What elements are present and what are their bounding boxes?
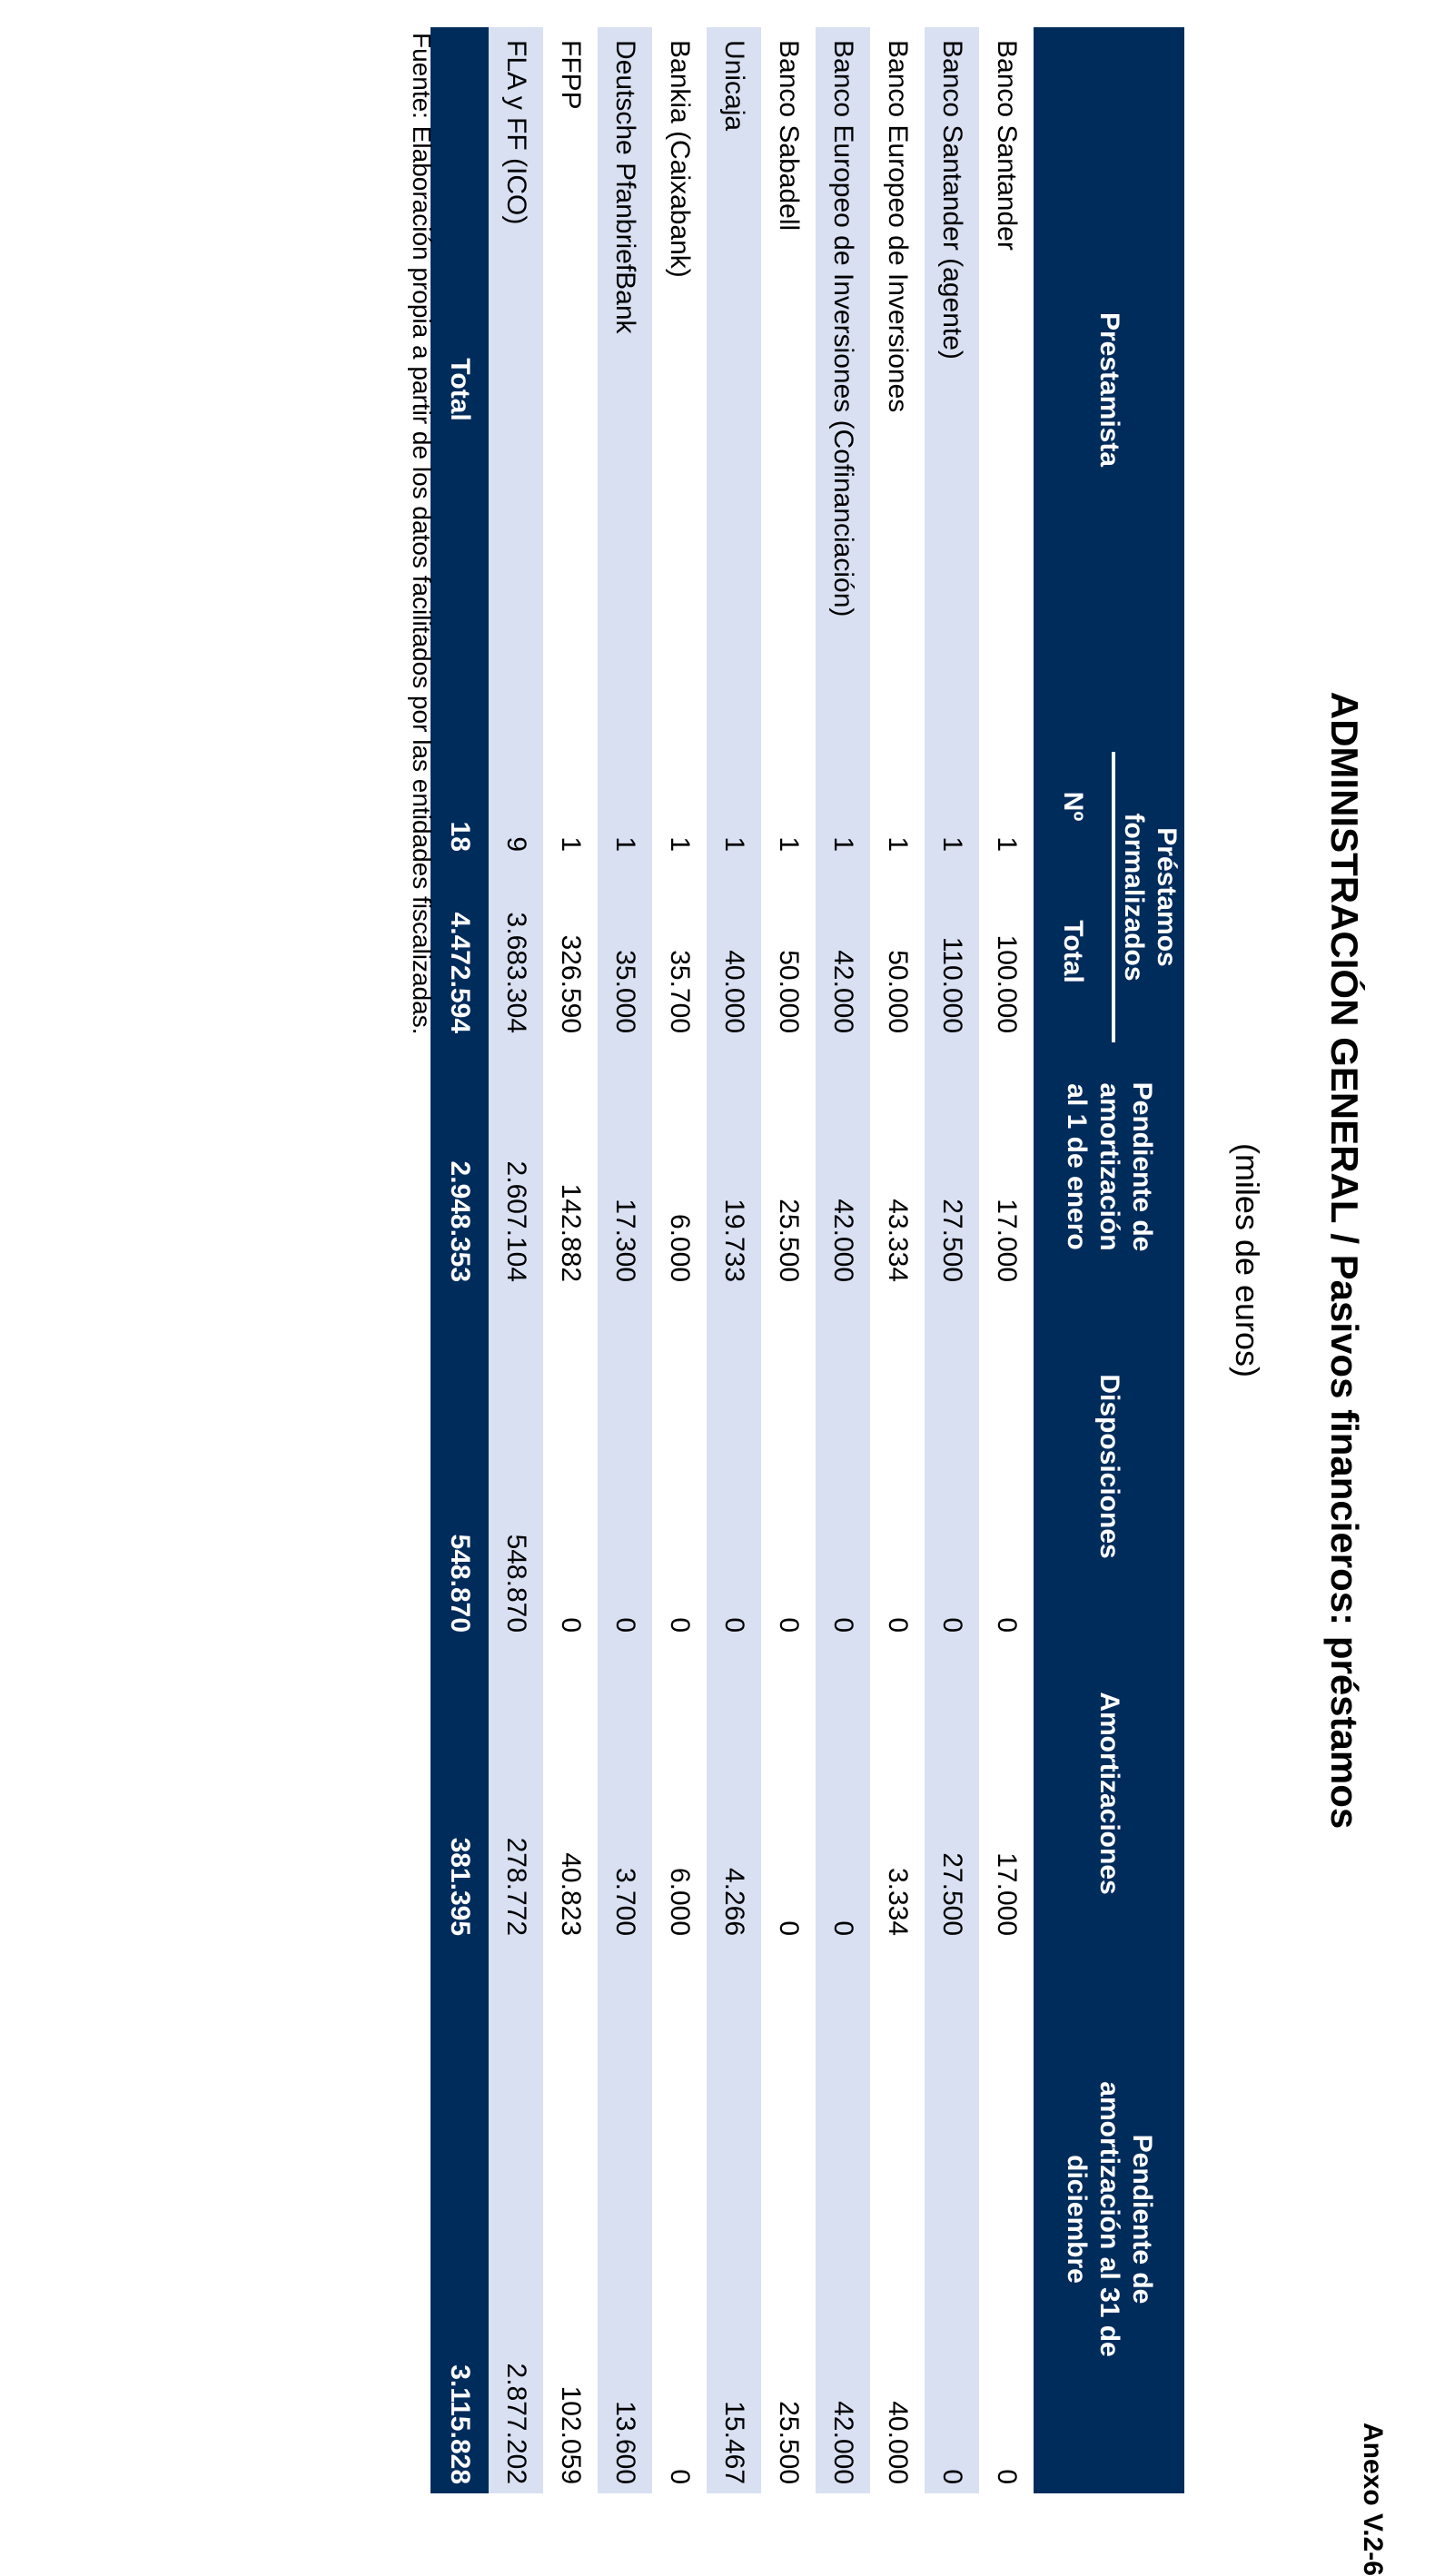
table-body xyxy=(489,27,1034,2493)
cell-amortizations: 3.334 xyxy=(883,1867,913,1937)
cell-lender: Bankia (Caixabank) xyxy=(665,40,695,278)
cell-amortizations: 4.266 xyxy=(707,1642,761,1945)
cell-pending-start: 142.882 xyxy=(556,1183,586,1283)
header-disbursements: Disposiciones xyxy=(1034,1291,1184,1642)
cell-pending-end: 102.059 xyxy=(556,2385,586,2485)
cell-lender: Banco Europeo de Inversiones (Cofinanciación) xyxy=(816,27,870,752)
cell-lender: Banco Europeo de Inversiones xyxy=(883,40,913,413)
cell-pending-start: 17.300 xyxy=(598,1042,652,1291)
cell-amortizations: 17.000 xyxy=(992,1852,1022,1937)
annex-label: Anexo V.2-6 xyxy=(1358,2423,1388,2576)
table-row xyxy=(870,27,925,2493)
cell-pending-start: 19.733 xyxy=(707,1042,761,1291)
cell-amortizations: 27.500 xyxy=(925,1642,979,1945)
cell-disbursements: 0 xyxy=(707,1291,761,1642)
total-amortizations: 381.395 xyxy=(430,1642,489,1945)
cell-number: 1 xyxy=(925,752,979,861)
cell-total: 100.000 xyxy=(992,934,1022,1034)
cell-total: 42.000 xyxy=(816,861,870,1042)
cell-disbursements: 0 xyxy=(925,1291,979,1642)
total-number: 18 xyxy=(430,752,489,861)
cell-amortizations: 3.700 xyxy=(598,1642,652,1945)
cell-total: 326.590 xyxy=(556,934,586,1034)
cell-disbursements: 0 xyxy=(883,1617,913,1633)
cell-amortizations: 40.823 xyxy=(556,1852,586,1937)
cell-disbursements: 0 xyxy=(665,1617,695,1633)
cell-total: 35.700 xyxy=(665,950,695,1034)
table-row xyxy=(707,27,761,2493)
cell-pending-start: 27.500 xyxy=(925,1042,979,1291)
table-row xyxy=(925,27,979,2493)
cell-total: 3.683.304 xyxy=(489,861,543,1042)
page-title: ADMINISTRACIÓN GENERAL / Pasivos financieros: préstamos xyxy=(1323,691,1366,1830)
cell-lender: Banco Santander (agente) xyxy=(925,27,979,752)
cell-total: 50.000 xyxy=(883,950,913,1034)
header-pending-start: Pendiente de amortización al 1 de enero xyxy=(1034,1042,1184,1291)
cell-total: 40.000 xyxy=(707,861,761,1042)
cell-number: 1 xyxy=(883,836,913,852)
loans-table xyxy=(430,27,1184,2493)
cell-disbursements: 0 xyxy=(556,1617,586,1633)
cell-number: 1 xyxy=(707,752,761,861)
table-row xyxy=(543,27,598,2493)
cell-lender: Banco Sabadell xyxy=(774,40,804,232)
table-row xyxy=(979,27,1034,2493)
cell-pending-start: 2.607.104 xyxy=(489,1042,543,1291)
table-row xyxy=(761,27,816,2493)
table-row xyxy=(816,27,870,2493)
cell-lender: Deutsche PfanbriefBank xyxy=(598,27,652,752)
cell-total: 50.000 xyxy=(774,950,804,1034)
cell-pending-end: 2.877.202 xyxy=(489,1945,543,2493)
cell-number: 1 xyxy=(992,836,1022,852)
total-row xyxy=(430,27,489,2493)
cell-number: 1 xyxy=(816,752,870,861)
cell-disbursements: 0 xyxy=(992,1617,1022,1633)
cell-pending-start: 17.000 xyxy=(992,1199,1022,1283)
cell-pending-start: 43.334 xyxy=(883,1199,913,1283)
total-formalized: 4.472.594 xyxy=(430,861,489,1042)
source-note: Fuente: Elaboración propia a partir de los datos facilitados por las entidades fiscalizadas. xyxy=(408,33,436,1035)
cell-lender: FLA y FF (ICO) xyxy=(489,27,543,752)
header-number: Nº xyxy=(1034,752,1113,861)
cell-amortizations: 6.000 xyxy=(665,1867,695,1937)
total-label: Total xyxy=(430,27,489,752)
table-row xyxy=(598,27,652,2493)
header-total: Total xyxy=(1034,861,1113,1042)
cell-lender: FFPP xyxy=(556,40,586,110)
total-disbursements: 548.870 xyxy=(430,1291,489,1642)
cell-pending-end: 0 xyxy=(925,1945,979,2493)
cell-disbursements: 0 xyxy=(774,1617,804,1633)
header-formalized-loans: Préstamos formalizados xyxy=(1113,752,1184,1042)
header-lender: Prestamista xyxy=(1034,27,1184,752)
cell-pending-end: 0 xyxy=(665,2469,695,2485)
cell-pending-end: 0 xyxy=(992,2469,1022,2485)
table-row xyxy=(652,27,707,2493)
cell-pending-end: 42.000 xyxy=(816,1945,870,2493)
cell-disbursements: 0 xyxy=(816,1291,870,1642)
cell-amortizations: 0 xyxy=(774,1920,804,1937)
total-pending-start: 2.948.353 xyxy=(430,1042,489,1291)
cell-amortizations: 278.772 xyxy=(489,1642,543,1945)
cell-pending-start: 42.000 xyxy=(816,1042,870,1291)
cell-pending-end: 40.000 xyxy=(883,2401,913,2485)
cell-disbursements: 548.870 xyxy=(489,1291,543,1642)
cell-number: 1 xyxy=(774,836,804,852)
cell-disbursements: 0 xyxy=(598,1291,652,1642)
header-amortizations: Amortizaciones xyxy=(1034,1642,1184,1945)
cell-number: 1 xyxy=(556,836,586,852)
cell-number: 1 xyxy=(598,752,652,861)
header-pending-end: Pendiente de amortización al 31 de diciembre xyxy=(1034,1945,1184,2493)
table-row xyxy=(489,27,543,2493)
cell-total: 35.000 xyxy=(598,861,652,1042)
cell-pending-end: 15.467 xyxy=(707,1945,761,2493)
cell-lender: Banco Santander xyxy=(992,40,1022,251)
cell-pending-end: 13.600 xyxy=(598,1945,652,2493)
cell-number: 1 xyxy=(665,836,695,852)
cell-pending-end: 25.500 xyxy=(774,2401,804,2485)
total-pending-end: 3.115.828 xyxy=(430,1945,489,2493)
cell-total: 110.000 xyxy=(925,861,979,1042)
cell-number: 9 xyxy=(489,752,543,861)
units-subtitle: (miles de euros) xyxy=(1229,1142,1266,1378)
cell-pending-start: 25.500 xyxy=(774,1199,804,1283)
cell-lender: Unicaja xyxy=(707,27,761,752)
cell-pending-start: 6.000 xyxy=(665,1213,695,1283)
cell-amortizations: 0 xyxy=(816,1642,870,1945)
